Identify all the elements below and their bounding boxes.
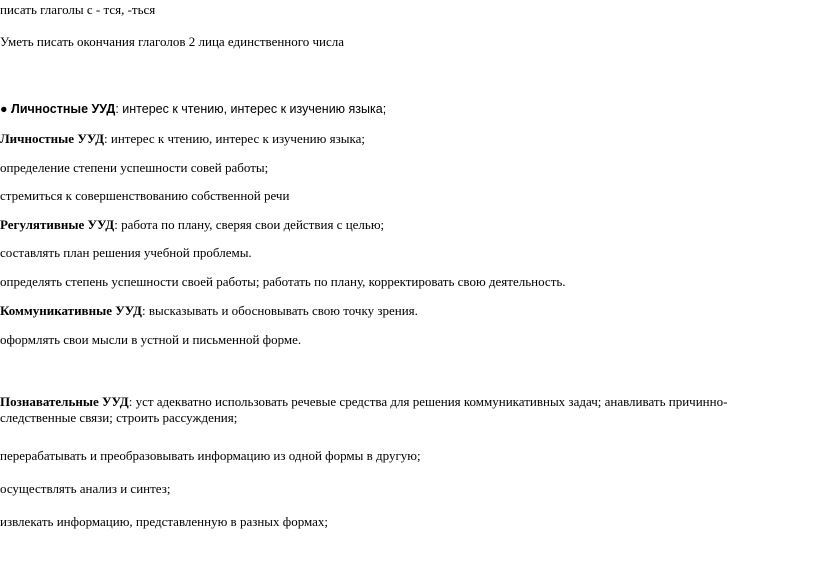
text-line-8 — [0, 245, 252, 261]
line-text: : уст адекватно использовать речевые средства для решения коммуникативных задач; анавливать причинно-следственные связи; строить рассуждения; — [0, 394, 728, 425]
bullet-line-personal — [0, 101, 386, 117]
text-line-11 — [0, 332, 301, 348]
line-text: : работа по плану, сверяя свои действия с целью; — [114, 217, 385, 232]
line-text: стремиться к совершенствованию собственной речи — [0, 188, 290, 203]
line-text: писать глаголы с - тся, -ться — [0, 2, 156, 17]
text-line-5 — [0, 160, 268, 176]
line-text: : интерес к чтению, интерес к изучению языка; — [115, 102, 387, 116]
line-text: составлять план решения учебной проблемы. — [0, 245, 252, 260]
text-line-15 — [0, 514, 328, 530]
line-text: : высказывать и обосновывать свою точку зрения. — [141, 303, 418, 318]
line-text: : интерес к чтению, интерес к изучению языка; — [104, 131, 365, 146]
section-label: Коммуникативные УУД — [0, 303, 142, 318]
section-label: Личностные УУД — [11, 102, 116, 116]
text-line-2 — [0, 34, 344, 50]
text-line-communicative — [0, 303, 418, 319]
line-text: извлекать информацию, представленную в разных формах; — [0, 514, 329, 529]
text-line-14 — [0, 481, 170, 497]
text-line-6 — [0, 188, 289, 204]
line-text: определение степени успешности совей работы; — [0, 160, 269, 175]
line-text: оформлять свои мысли в устной и письменной форме. — [0, 332, 302, 347]
section-label: Регулятивные УУД — [0, 217, 115, 232]
bullet-icon: ● — [0, 102, 8, 116]
line-text: перерабатывать и преобразовывать информацию из одной формы в другую; — [0, 448, 421, 463]
text-line-regulative — [0, 217, 384, 233]
text-line-9 — [0, 274, 566, 290]
section-label: Личностные УУД — [0, 131, 105, 146]
text-line-personal — [0, 131, 365, 147]
text-line-cognitive — [0, 394, 800, 426]
text-line-13 — [0, 448, 421, 464]
line-text: определять степень успешности своей работы; работать по плану, корректировать свою деятельность. — [0, 274, 566, 289]
section-label: Познавательные УУД — [0, 394, 129, 409]
line-text: осуществлять анализ и синтез; — [0, 481, 171, 496]
text-line-1 — [0, 2, 155, 18]
line-text: Уметь писать окончания глаголов 2 лица единственного числа — [0, 34, 345, 49]
